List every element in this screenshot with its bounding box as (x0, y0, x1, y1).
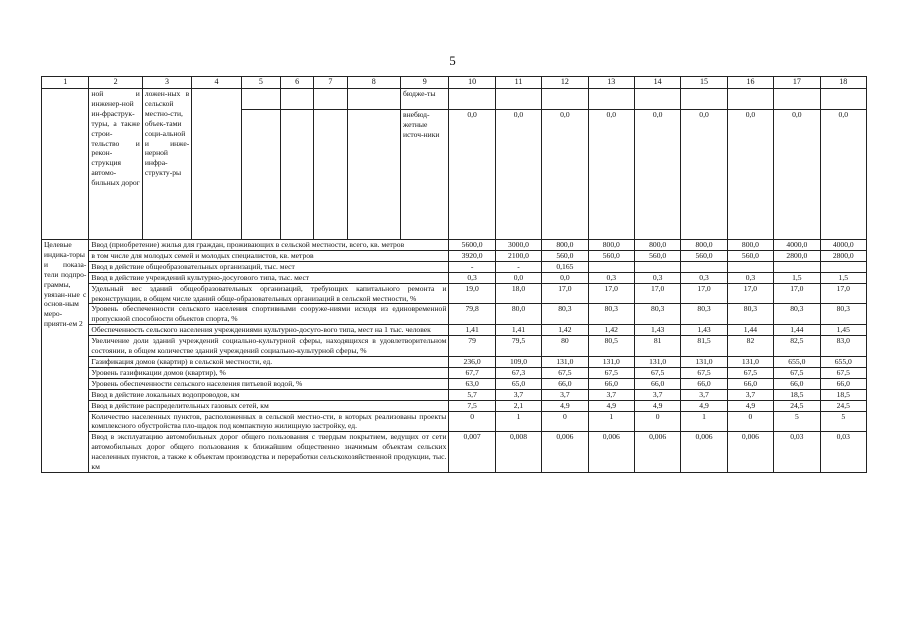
indicator-label: Уровень обеспеченности сельского населения питьевой водой, % (89, 378, 449, 389)
cont-value: 0,0 (542, 110, 588, 240)
indicator-value: 0,006 (542, 432, 588, 473)
indicator-value: 0,3 (681, 272, 727, 283)
indicator-value: 1,43 (681, 325, 727, 336)
indicator-value: 66,0 (820, 378, 866, 389)
indicator-value: 18,5 (820, 389, 866, 400)
indicator-value: 1,5 (820, 272, 866, 283)
indicator-value: 67,5 (634, 367, 680, 378)
cont-col6 (280, 89, 313, 110)
indicator-value: 0,3 (634, 272, 680, 283)
indicator-value: 80,3 (634, 304, 680, 325)
indicator-value: 0 (727, 411, 773, 432)
cont-col9a: бюдже-ты (401, 89, 449, 110)
indicator-label: Уровень обеспеченности сельского населения спортивными сооруже-ниями исходя из единовременной пропускной способности объектов спорта, % (89, 304, 449, 325)
indicator-value: 0,008 (495, 432, 541, 473)
indicator-value: 24,5 (774, 400, 820, 411)
indicator-value: 67,3 (495, 367, 541, 378)
col-header-1: 1 (42, 77, 89, 89)
indicator-row (42, 378, 867, 389)
col-header-12: 12 (542, 77, 588, 89)
indicator-value: 66,0 (727, 378, 773, 389)
indicator-value: 3,7 (727, 389, 773, 400)
indicator-value: 0,0 (495, 272, 541, 283)
indicator-value: 0,03 (774, 432, 820, 473)
indicator-value: 80,3 (820, 304, 866, 325)
cont-col7 (314, 89, 347, 110)
indicator-value: 2,1 (495, 400, 541, 411)
indicator-value: 66,0 (681, 378, 727, 389)
indicator-value: 2100,0 (495, 250, 541, 261)
indicator-value: 2800,0 (774, 250, 820, 261)
indicator-value: 131,0 (634, 356, 680, 367)
indicators-table (41, 76, 867, 473)
indicator-value (774, 261, 820, 272)
indicator-value: 131,0 (681, 356, 727, 367)
col-header-14: 14 (634, 77, 680, 89)
indicator-value: 66,0 (634, 378, 680, 389)
col-header-10: 10 (449, 77, 495, 89)
indicator-value: 655,0 (820, 356, 866, 367)
indicator-value: 0,0 (542, 272, 588, 283)
indicator-value: 17,0 (634, 283, 680, 304)
indicator-value: 3,7 (634, 389, 680, 400)
indicator-row (42, 261, 867, 272)
indicator-value: 1,42 (588, 325, 634, 336)
indicator-value: 131,0 (727, 356, 773, 367)
indicator-value: 4000,0 (820, 240, 866, 251)
indicator-value: 80,3 (774, 304, 820, 325)
indicator-value: 560,0 (588, 250, 634, 261)
cont-col9b: внебюд-жетные источ-ники (401, 110, 449, 240)
cont-col8 (347, 89, 400, 110)
cont-value: 0,0 (495, 110, 541, 240)
col-header-13: 13 (588, 77, 634, 89)
col-header-11: 11 (495, 77, 541, 89)
indicator-value: 0,3 (588, 272, 634, 283)
indicator-label: Ввод в эксплуатацию автомобильных дорог общего пользования с твердым покрытием, ведущих от сети автомобильных дорог общего пользования к ближайшим общественно значимым объектам сельских населенных пунктов, а также к объектам производства и переработки сельскохозяйственной продукции, тыс. км (89, 432, 449, 473)
indicator-row (42, 240, 867, 251)
indicator-value: 800,0 (588, 240, 634, 251)
indicator-value: 67,5 (588, 367, 634, 378)
indicator-value: 800,0 (542, 240, 588, 251)
indicator-value: 81,5 (681, 336, 727, 357)
col-header-2: 2 (89, 77, 142, 89)
indicator-label: Ввод в действие учреждений культурно-досугового типа, тыс. мест (89, 272, 449, 283)
indicator-row (42, 367, 867, 378)
indicator-value: 560,0 (634, 250, 680, 261)
indicator-value: 0,165 (542, 261, 588, 272)
indicator-label: Ввод в действие распределительных газовых сетей, км (89, 400, 449, 411)
indicator-value: 0,007 (449, 432, 495, 473)
col-header-18: 18 (820, 77, 866, 89)
indicator-value: 17,0 (727, 283, 773, 304)
indicator-value: 109,0 (495, 356, 541, 367)
col-header-15: 15 (681, 77, 727, 89)
indicator-label: Ввод в действие общеобразовательных организаций, тыс. мест (89, 261, 449, 272)
indicator-value: 0 (542, 411, 588, 432)
indicator-label: Обеспеченность сельского населения учреждениями культурно-досуго-вого типа, мест на 1 тыс. человек (89, 325, 449, 336)
indicator-row (42, 336, 867, 357)
indicator-value: 800,0 (681, 240, 727, 251)
indicator-value: 67,5 (681, 367, 727, 378)
indicator-value (820, 261, 866, 272)
indicator-value: 66,0 (588, 378, 634, 389)
indicator-value: - (449, 261, 495, 272)
col-header-3: 3 (142, 77, 191, 89)
indicator-value: 3,7 (681, 389, 727, 400)
indicator-label: Количество населенных пунктов, расположенных в сельской местно-сти, в которых реализованы проекты комплексного обустройства пло-щадок под компактную жилищную застройку, ед. (89, 411, 449, 432)
indicator-value: 0,006 (681, 432, 727, 473)
indicator-value: 3,7 (588, 389, 634, 400)
indicator-value: 1 (495, 411, 541, 432)
indicator-value: 18,0 (495, 283, 541, 304)
cont-col5 (241, 89, 280, 110)
cont-value: 0,0 (820, 110, 866, 240)
indicator-value (727, 261, 773, 272)
indicator-value: 0,006 (588, 432, 634, 473)
indicator-label: Ввод (приобретение) жилья для граждан, проживающих в сельской местности, всего, кв. метров (89, 240, 449, 251)
table-body (42, 77, 867, 473)
indicator-row (42, 325, 867, 336)
indicator-value: 17,0 (774, 283, 820, 304)
column-number-row (42, 77, 867, 89)
indicator-value: 1 (588, 411, 634, 432)
indicator-value: 1,45 (820, 325, 866, 336)
col-header-5: 5 (241, 77, 280, 89)
indicator-value: 66,0 (774, 378, 820, 389)
indicator-value: 560,0 (681, 250, 727, 261)
indicator-label: Увеличение доли зданий учреждений социально-культурной сферы, находящихся в удовлетворительном состоянии, в общем количестве зданий учреждений социально-культурной сферы, % (89, 336, 449, 357)
indicator-value: 79,5 (495, 336, 541, 357)
indicator-value: 131,0 (542, 356, 588, 367)
indicator-value: 1,43 (634, 325, 680, 336)
cont-value: 0,0 (681, 110, 727, 240)
indicator-value: 1,5 (774, 272, 820, 283)
indicator-value: 17,0 (588, 283, 634, 304)
page-number: 5 (449, 53, 456, 68)
indicator-value: 17,0 (681, 283, 727, 304)
indicator-value: 79 (449, 336, 495, 357)
cont-value: 0,0 (449, 110, 495, 240)
indicator-value: 5,7 (449, 389, 495, 400)
indicator-value: 82 (727, 336, 773, 357)
indicator-value: 3000,0 (495, 240, 541, 251)
indicator-value: 80,0 (495, 304, 541, 325)
cont-col1 (42, 89, 89, 240)
indicator-label: в том числе для молодых семей и молодых специалистов, кв. метров (89, 250, 449, 261)
indicator-value: 79,8 (449, 304, 495, 325)
indicator-value: 1 (681, 411, 727, 432)
indicator-value: 67,5 (542, 367, 588, 378)
indicator-value (681, 261, 727, 272)
col-header-7: 7 (314, 77, 347, 89)
col-header-16: 16 (727, 77, 773, 89)
indicator-value: 800,0 (634, 240, 680, 251)
indicator-value: 67,5 (820, 367, 866, 378)
indicator-value: 17,0 (820, 283, 866, 304)
indicator-value: 80,3 (681, 304, 727, 325)
col-header-6: 6 (280, 77, 313, 89)
indicator-row (42, 411, 867, 432)
indicator-value: 4000,0 (774, 240, 820, 251)
indicator-row (42, 356, 867, 367)
cont-value: 0,0 (774, 110, 820, 240)
indicator-value: 63,0 (449, 378, 495, 389)
indicator-value: 67,7 (449, 367, 495, 378)
indicator-row (42, 432, 867, 473)
indicator-row (42, 400, 867, 411)
indicator-value: 4,9 (727, 400, 773, 411)
indicator-row (42, 250, 867, 261)
indicator-value: 80,3 (727, 304, 773, 325)
cont-col3: ложен-ных в сельской местно-сти, объек-тами соци-альной и инже-нерной инфра-структу-ры (142, 89, 191, 240)
indicator-value: 24,5 (820, 400, 866, 411)
indicator-value (634, 261, 680, 272)
indicator-value: 66,0 (542, 378, 588, 389)
indicator-value: 0,006 (727, 432, 773, 473)
indicator-value: 800,0 (727, 240, 773, 251)
cont-value: 0,0 (634, 110, 680, 240)
indicator-value: 5 (820, 411, 866, 432)
indicator-label: Газификация домов (квартир) в сельской местности, ед. (89, 356, 449, 367)
indicator-value: 5600,0 (449, 240, 495, 251)
indicator-value: 18,5 (774, 389, 820, 400)
cont-value: 0,0 (588, 110, 634, 240)
col-header-9: 9 (401, 77, 449, 89)
indicator-value: 65,0 (495, 378, 541, 389)
indicator-value: 560,0 (727, 250, 773, 261)
indicator-row (42, 283, 867, 304)
indicator-value: 1,44 (774, 325, 820, 336)
cont-col4 (192, 89, 241, 240)
indicator-value: 0 (449, 411, 495, 432)
indicator-value: 4,9 (634, 400, 680, 411)
indicator-value: 4,9 (681, 400, 727, 411)
indicator-value: 3920,0 (449, 250, 495, 261)
indicator-row (42, 389, 867, 400)
indicator-value: 80,3 (542, 304, 588, 325)
indicator-label: Удельный вес зданий общеобразовательных организаций, требующих капитального ремонта и реконструкции, в общем числе зданий обще-образовательных организаций в сельской местности, % (89, 283, 449, 304)
indicator-value: 80,5 (588, 336, 634, 357)
indicator-value: 7,5 (449, 400, 495, 411)
col-header-4: 4 (192, 77, 241, 89)
indicator-value: 131,0 (588, 356, 634, 367)
indicator-value: 1,42 (542, 325, 588, 336)
indicator-row (42, 272, 867, 283)
indicator-value: 67,5 (727, 367, 773, 378)
indicator-label: Ввод в действие локальных водопроводов, км (89, 389, 449, 400)
indicator-value: 80,3 (588, 304, 634, 325)
indicator-value: 81 (634, 336, 680, 357)
continuation-row-a (42, 89, 867, 110)
indicator-label: Уровень газификации домов (квартир), % (89, 367, 449, 378)
indicator-value: 236,0 (449, 356, 495, 367)
indicator-value: 0 (634, 411, 680, 432)
indicator-value: 0,3 (727, 272, 773, 283)
side-label: Целевые индика-торы и показа-тели подпро-граммы, увязан-ные с основ-ным меро-прияти-ем 2 (42, 240, 89, 473)
indicator-value: 67,5 (774, 367, 820, 378)
cont-col2: ной и инженер-ной ин-фраструк-туры, а также строи-тельство и рекон-струкция автомо-бильных дорог (89, 89, 142, 240)
indicator-row (42, 304, 867, 325)
indicator-value (588, 261, 634, 272)
col-header-17: 17 (774, 77, 820, 89)
cont-value: 0,0 (727, 110, 773, 240)
indicator-value: - (495, 261, 541, 272)
indicator-value: 82,5 (774, 336, 820, 357)
indicator-value: 19,0 (449, 283, 495, 304)
indicator-value: 3,7 (542, 389, 588, 400)
indicator-value: 560,0 (542, 250, 588, 261)
indicator-value: 2800,0 (820, 250, 866, 261)
indicator-value: 5 (774, 411, 820, 432)
indicator-value: 1,41 (449, 325, 495, 336)
indicator-value: 0,03 (820, 432, 866, 473)
indicator-value: 83,0 (820, 336, 866, 357)
indicator-value: 17,0 (542, 283, 588, 304)
indicator-value: 80 (542, 336, 588, 357)
indicator-value: 4,9 (542, 400, 588, 411)
indicator-value: 0,006 (634, 432, 680, 473)
indicator-value: 0,3 (449, 272, 495, 283)
indicator-value: 1,41 (495, 325, 541, 336)
indicator-value: 4,9 (588, 400, 634, 411)
indicator-value: 3,7 (495, 389, 541, 400)
col-header-8: 8 (347, 77, 400, 89)
indicator-value: 655,0 (774, 356, 820, 367)
indicator-value: 1,44 (727, 325, 773, 336)
